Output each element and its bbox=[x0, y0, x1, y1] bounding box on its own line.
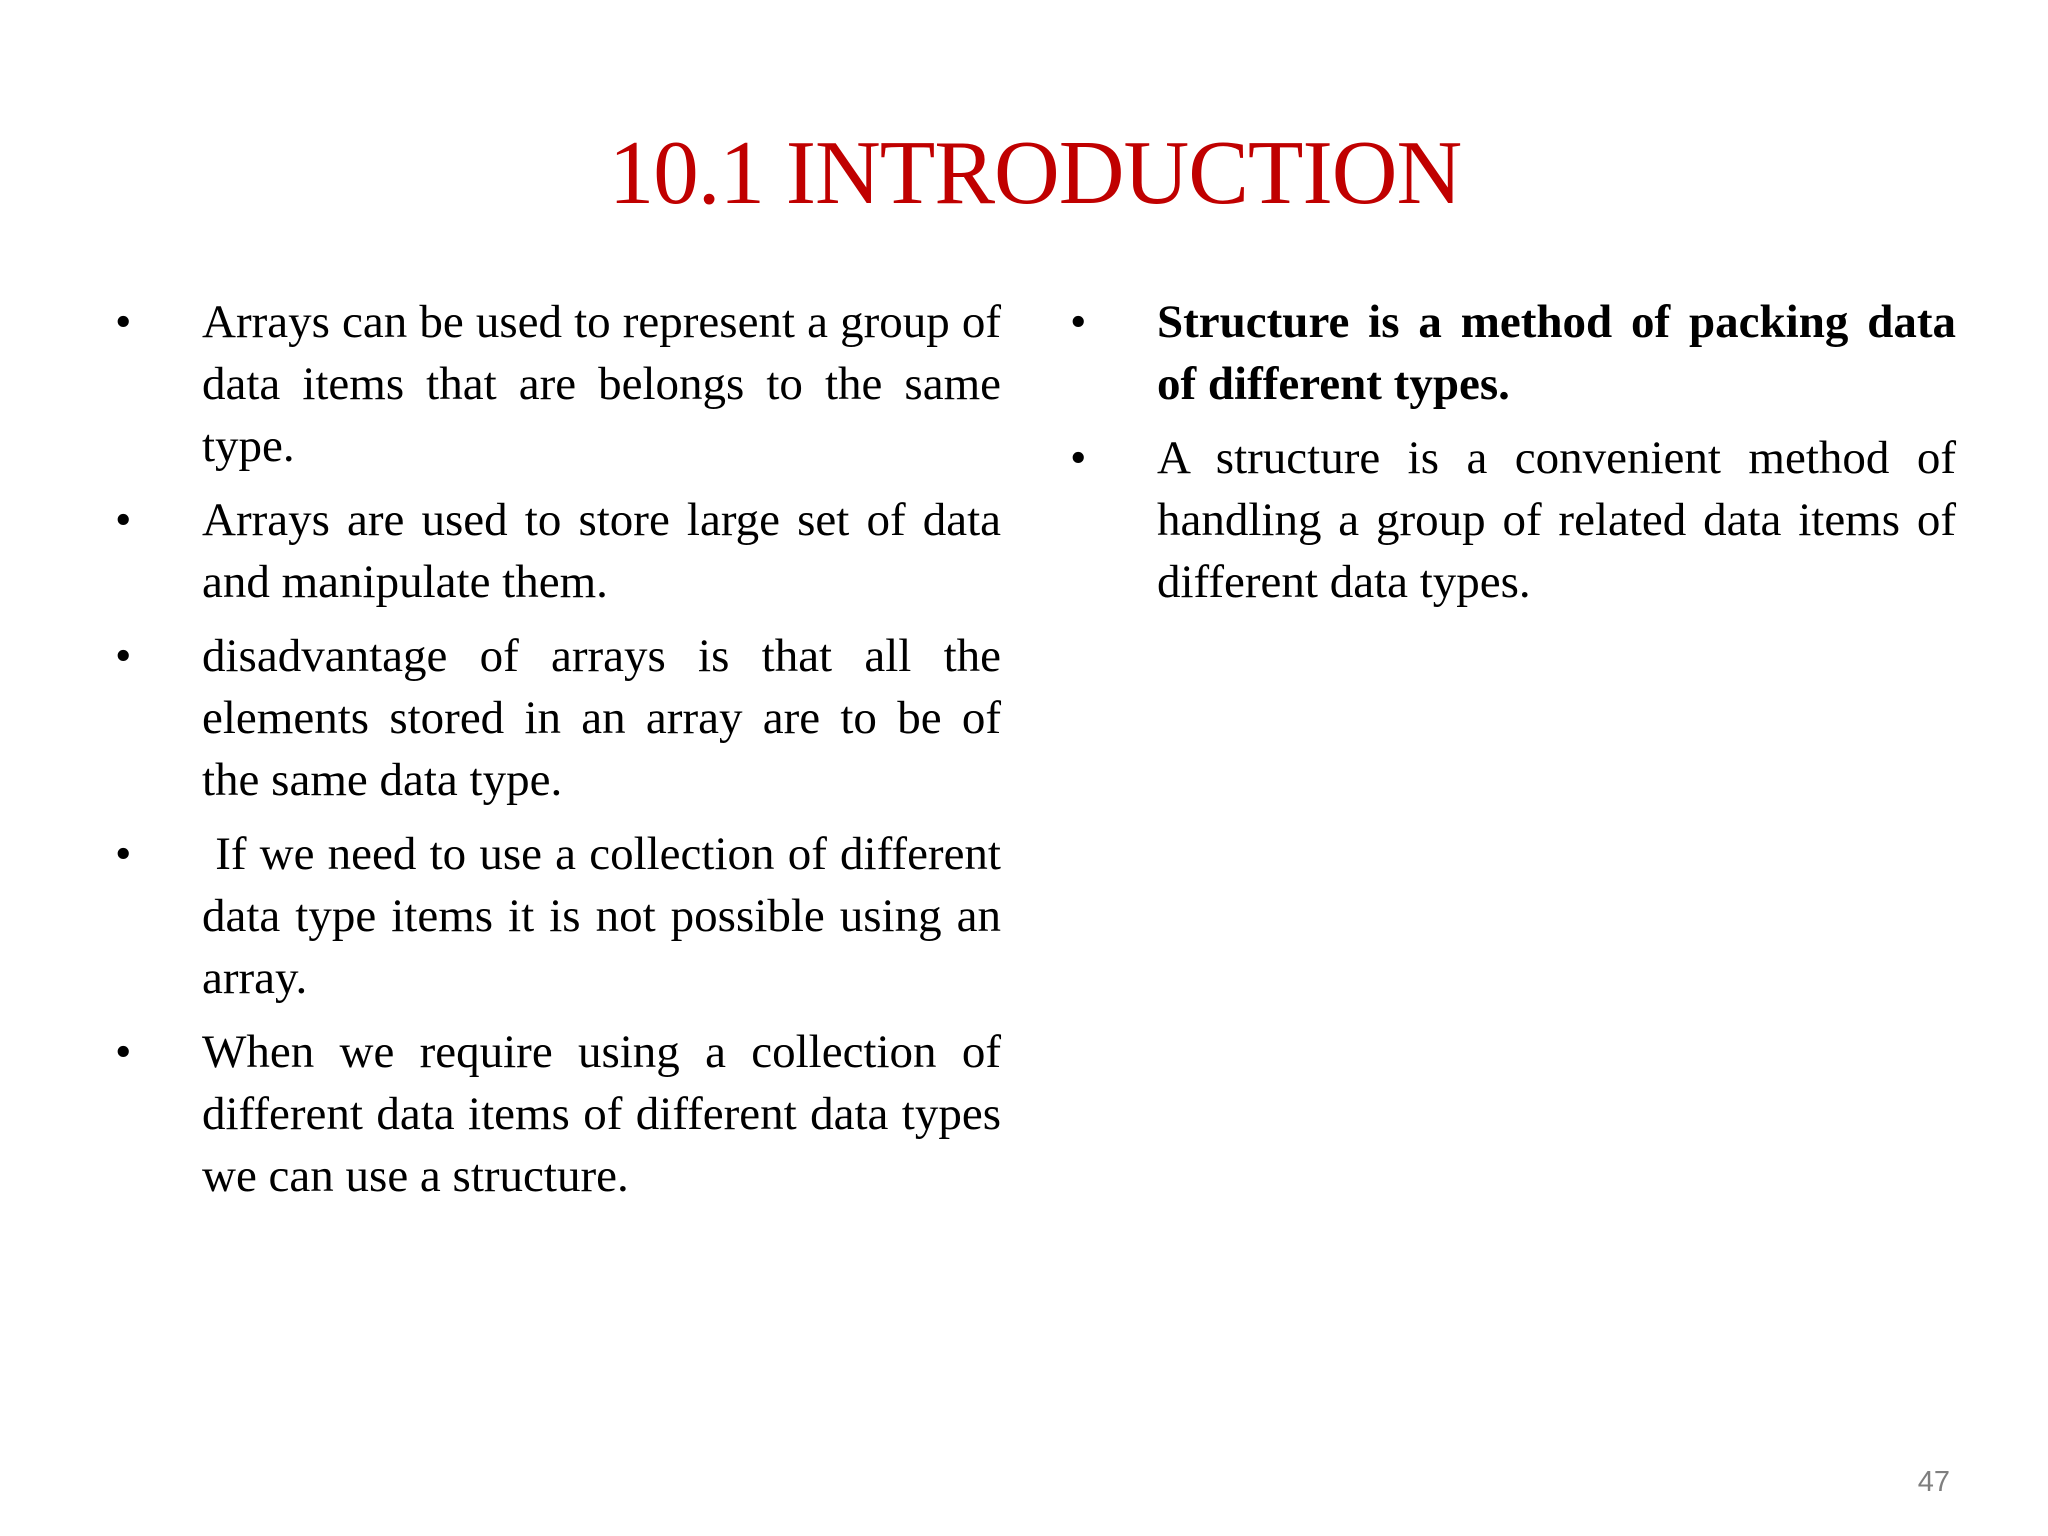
bullet-text: Structure is a method of packing data of different types. bbox=[1157, 296, 1956, 410]
bullet-marker: • bbox=[115, 828, 132, 880]
slide-title: 10.1 INTRODUCTION bbox=[608, 122, 1462, 223]
list-item bbox=[1070, 291, 1956, 415]
bullet-marker: • bbox=[115, 630, 132, 682]
bullet-text: When we require using a collection of different data items of different data types we can use a structure. bbox=[202, 1026, 1001, 1202]
list-item bbox=[115, 1021, 1001, 1207]
bullet-marker: • bbox=[115, 494, 132, 546]
right-bullet-list bbox=[1070, 291, 1956, 625]
page-number: 47 bbox=[1917, 1466, 1950, 1498]
left-bullet-list bbox=[115, 291, 1013, 1219]
bullet-text: A structure is a convenient method of handling a group of related data items of different data types. bbox=[1157, 432, 1956, 608]
bullet-marker: • bbox=[115, 1026, 132, 1078]
bullet-text: Arrays can be used to represent a group of data items that are belongs to the same type. bbox=[202, 296, 1001, 472]
bullet-marker: • bbox=[115, 296, 132, 348]
bullet-text: Arrays are used to store large set of data and manipulate them. bbox=[202, 494, 1001, 608]
list-item bbox=[115, 625, 1001, 811]
bullet-marker: • bbox=[1070, 432, 1087, 484]
list-item bbox=[115, 823, 1013, 1009]
list-item bbox=[115, 489, 1001, 613]
list-item bbox=[115, 291, 1001, 477]
bullet-text: If we need to use a collection of different data type items it is not possible using an array. bbox=[202, 828, 1013, 1004]
list-item bbox=[1070, 427, 1956, 613]
bullet-text: disadvantage of arrays is that all the elements stored in an array are to be of the same data type. bbox=[202, 630, 1001, 806]
bullet-marker: • bbox=[1070, 296, 1087, 348]
